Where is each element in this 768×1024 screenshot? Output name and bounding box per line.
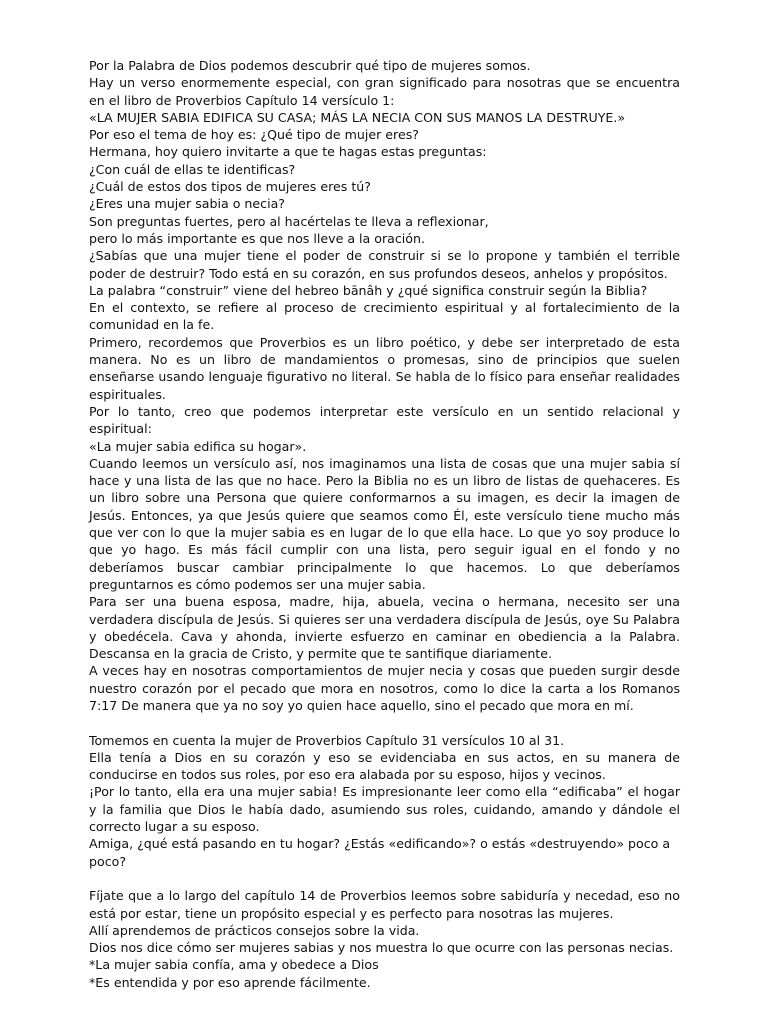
paragraph: Ella tenía a Dios en su corazón y eso se evidenciaba en sus actos, en su manera de conducirse en todos sus roles, por eso era alabada por su esposo, hijos y vecinos.	[89, 749, 680, 783]
question-line: ¿Cuál de estos dos tipos de mujeres eres tú?	[89, 179, 371, 195]
blank-line	[89, 870, 680, 887]
paragraph: A veces hay en nosotras comportamientos de mujer necia y cosas que pueden surgir desde nuestro corazón por el pecado que mora en nosotros, como lo dice la carta a los Romanos 7:17 De manera que ya no soy yo quien hace aquello, sino el pecado que mora en mí.	[89, 663, 680, 713]
paragraph: En el contexto, se refiere al proceso de crecimiento espiritual y al fortalecimiento de la comunidad en la fe.	[89, 300, 680, 333]
paragraph: Fíjate que a lo largo del capítulo 14 de Proverbios leemos sobre sabiduría y necedad, eso no está por estar, tiene un propósito especial y es perfecto para nosotras las mujeres.	[89, 888, 680, 921]
paragraph: Hermana, hoy quiero invitarte a que te hagas estas preguntas:	[89, 144, 487, 160]
paragraph: Para ser una buena esposa, madre, hija, abuela, vecina o hermana, necesito ser una verdadera discípula de Jesús. Si quieres ser una verdadera discípula de Jesús, oye Su Palabra y obedécela. Cava y ahonda, invierte esfuerzo en caminar en obediencia a la Palabra. Descansa en la gracia de Cristo, y permite que te santifique diariamente.	[89, 594, 680, 662]
bullet-line: *Es entendida y por eso aprende fácilmente.	[89, 974, 371, 990]
paragraph: Por eso el tema de hoy es: ¿Qué tipo de mujer eres?	[89, 127, 419, 143]
paragraph: Amiga, ¿qué está pasando en tu hogar? ¿Estás «edificando»? o estás «destruyendo» poco a poco?	[89, 836, 671, 869]
bible-verse-quote: «LA MUJER SABIA EDIFICA SU CASA; MÁS LA NECIA CON SUS MANOS LA DESTRUYE.»	[89, 109, 626, 125]
paragraph: Tomemos en cuenta la mujer de Proverbios Capítulo 31 versículos 10 al 31.	[89, 732, 565, 748]
document-page	[89, 57, 680, 991]
paragraph: Dios nos dice cómo ser mujeres sabias y nos muestra lo que ocurre con las personas necias.	[89, 940, 674, 956]
paragraph: Por lo tanto, creo que podemos interpretar este versículo en un sentido relacional y espiritual:	[89, 403, 680, 437]
question-line: ¿Eres una mujer sabia o necia?	[89, 196, 285, 212]
paragraph: Cuando leemos un versículo así, nos imaginamos una lista de cosas que una mujer sabia sí hace y una lista de las que no hace. Pero la Biblia no es un libro de listas de quehaceres. Es un libro sobre una Persona que quiere conformarnos a su imagen, es decir la imagen de Jesús. Entonces, ya que Jesús quiere que seamos como Él, este versículo tiene mucho más que ver con lo que la mujer sabia es en lugar de lo que ella hace. Lo que yo soy produce lo que yo hago. Es más fácil cumplir con una lista, pero seguir igual en el fondo y no deberíamos buscar cambiar principalmente lo que hacemos. Lo que deberíamos preguntarnos es cómo podemos ser una mujer sabia.	[89, 455, 680, 592]
paragraph: Primero, recordemos que Proverbios es un libro poético, y debe ser interpretado de esta manera. No es un libro de mandamientos o promesas, sino de principios que suelen enseñarse usando lenguaje figurativo no literal. Se habla de lo físico para enseñar realidades espirituales.	[89, 334, 680, 402]
paragraph: Allí aprendemos de prácticos consejos sobre la vida.	[89, 922, 420, 938]
paragraph: Hay un verso enormemente especial, con gran significado para nosotras que se encuentra en el libro de Proverbios Capítulo 14 versículo 1:	[89, 75, 680, 108]
paragraph: pero lo más importante es que nos lleve a la oración.	[89, 230, 425, 246]
verse-quote: «La mujer sabia edifica su hogar».	[89, 438, 307, 454]
paragraph: La palabra “construir” viene del hebreo bānâh y ¿qué significa construir según la Biblia?	[89, 282, 648, 298]
paragraph: Son preguntas fuertes, pero al hacértelas te lleva a reflexionar,	[89, 213, 489, 229]
paragraph: ¿Sabías que una mujer tiene el poder de construir si se lo propone y también el terrible poder de destruir? Todo está en su corazón, en sus profundos deseos, anhelos y propósitos.	[89, 248, 680, 281]
blank-line	[89, 714, 680, 731]
bullet-line: *La mujer sabia confía, ama y obedece a Dios	[89, 957, 379, 973]
question-line: ¿Con cuál de ellas te identificas?	[89, 161, 296, 177]
paragraph: ¡Por lo tanto, ella era una mujer sabia! Es impresionante leer como ella “edificaba” el hogar y la familia que Dios le había dado, asumiendo sus roles, cuidando, amando y dándole el correcto lugar a su esposo.	[89, 784, 680, 835]
paragraph: Por la Palabra de Dios podemos descubrir qué tipo de mujeres somos.	[89, 58, 531, 73]
